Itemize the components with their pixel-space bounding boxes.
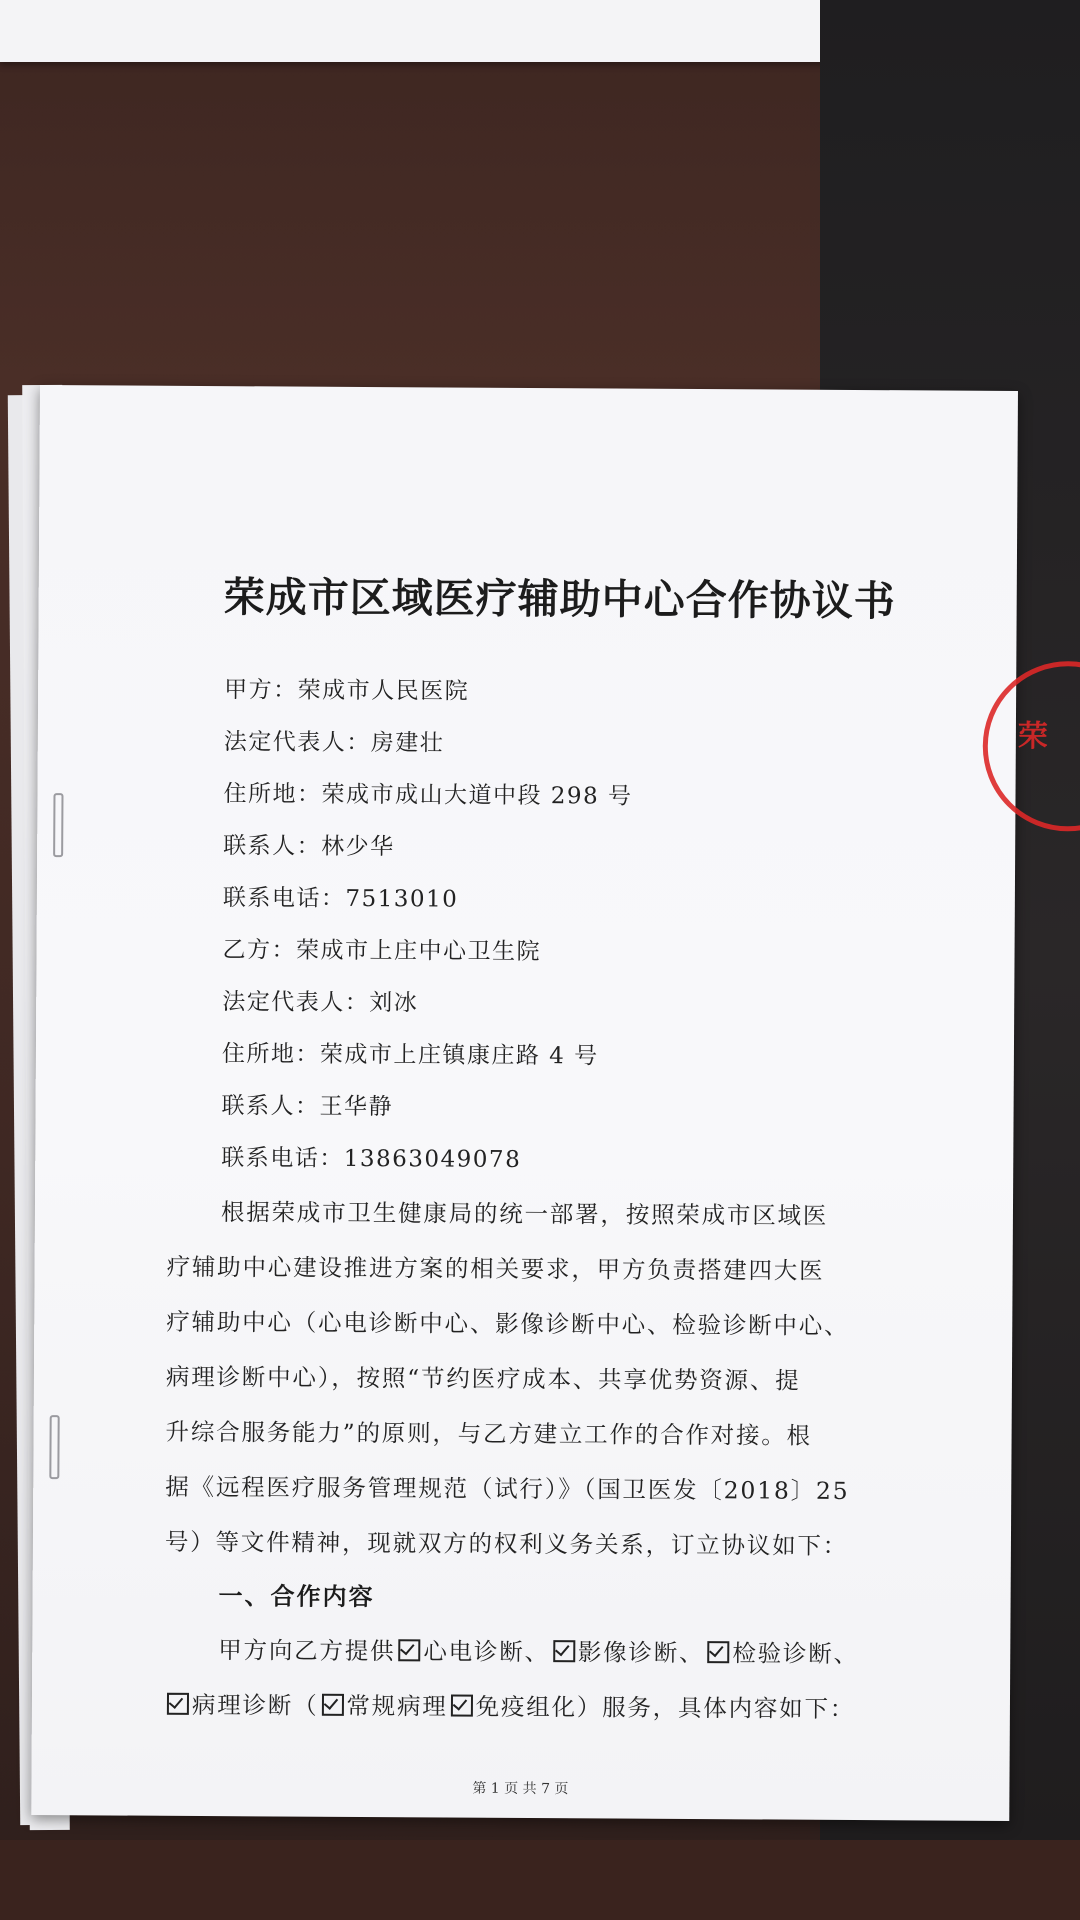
preamble-line: 据《远程医疗服务管理规范（试行）》（国卫医发〔2018〕25 — [165, 1472, 850, 1505]
service-routine-pathology: 常规病理 — [346, 1691, 448, 1721]
checked-box-icon — [167, 1693, 189, 1715]
staple-icon — [49, 1415, 59, 1479]
table-surface — [0, 1840, 1080, 1920]
party-b-contact: 联系人：王华静 — [221, 1093, 394, 1121]
section-heading: 一、合作内容 — [218, 1582, 375, 1612]
document-page — [31, 385, 1048, 1821]
page-number: 第 1 页 共 7 页 — [472, 1780, 569, 1798]
preamble-line: 根据荣成市卫生健康局的统一部署，按照荣成市区域医 — [220, 1198, 829, 1230]
checked-box-icon — [553, 1640, 575, 1662]
party-a-contact: 联系人：林少华 — [223, 833, 395, 861]
checked-box-icon — [707, 1641, 729, 1663]
party-a-address: 住所地：荣成市成山大道中段 298 号 — [223, 781, 633, 810]
top-paper-sheet — [0, 0, 870, 62]
party-b-name: 乙方：荣成市上庄中心卫生院 — [222, 937, 542, 966]
staple-icon — [53, 793, 63, 857]
service-lab: 检验诊断、 — [732, 1639, 859, 1669]
service-list-line — [164, 1686, 855, 1724]
party-b-phone: 联系电话：13863049078 — [221, 1145, 522, 1173]
party-a-name: 甲方：荣成市人民医院 — [224, 677, 470, 705]
preamble-line: 病理诊断中心），按照“节约医疗成本、共享优势资源、提 — [165, 1362, 801, 1395]
seal-glyph: 荣 — [1017, 718, 1048, 755]
checked-box-icon — [451, 1695, 473, 1717]
service-immunohistochemistry: 免疫组化）服务，具体内容如下： — [475, 1692, 856, 1724]
preamble-line: 疗辅助中心建设推进方案的相关要求，甲方负责搭建四大医 — [166, 1252, 825, 1285]
service-prefix: 甲方向乙方提供 — [218, 1636, 396, 1666]
checked-box-icon — [398, 1639, 420, 1661]
preamble-line: 号）等文件精神，现就双方的权利义务关系，订立协议如下： — [164, 1527, 849, 1560]
service-ecg: 心电诊断、 — [423, 1637, 550, 1667]
preamble-line: 升综合服务能力”的原则，与乙方建立工作的合作对接。根 — [165, 1417, 813, 1450]
party-b-representative: 法定代表人：刘冰 — [222, 989, 419, 1017]
service-pathology: 病理诊断（ — [191, 1690, 319, 1720]
service-list-line — [218, 1631, 859, 1669]
party-a-representative: 法定代表人：房建壮 — [223, 729, 445, 757]
party-a-phone: 联系电话：7513010 — [222, 885, 459, 913]
service-imaging: 影像诊断、 — [577, 1638, 705, 1668]
red-seal-stamp — [982, 661, 1080, 832]
document-title: 荣成市区域医疗辅助中心合作协议书 — [223, 573, 896, 626]
checked-box-icon — [321, 1694, 343, 1716]
party-b-address: 住所地：荣成市上庄镇康庄路 4 号 — [221, 1041, 599, 1070]
preamble-line: 疗辅助中心（心电诊断中心、影像诊断中心、检验诊断中心、 — [166, 1307, 850, 1340]
